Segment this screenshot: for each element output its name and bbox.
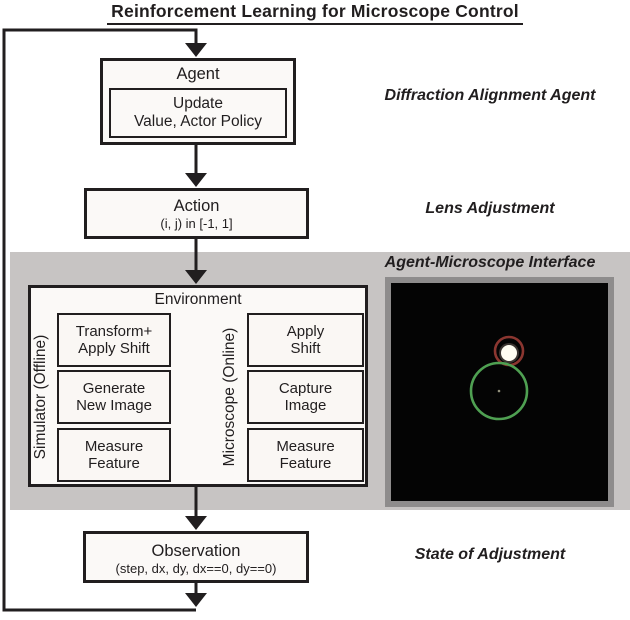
annotation-state-of-adjustment: State of Adjustment: [414, 546, 566, 563]
diffraction-image-frame: [385, 277, 614, 507]
observation-box-title: Observation: [151, 542, 241, 560]
environment-box-title: Environment: [154, 291, 242, 308]
step-line2: Image: [284, 397, 327, 414]
microscope-step-apply-shift: [247, 313, 364, 367]
step-line2: New Image: [76, 397, 152, 414]
arrowhead-into-action: [185, 173, 207, 187]
step-line1: Measure: [276, 437, 335, 455]
microscope-step-capture-image: [247, 370, 364, 424]
simulator-step-transform-apply-shift: [57, 313, 171, 367]
arrowhead-into-environment: [185, 270, 207, 284]
microscope-step-measure-feature: [247, 428, 364, 482]
step-line2: Apply Shift: [78, 340, 150, 357]
diffraction-image: [391, 283, 608, 501]
arrowhead-into-feedback-loop: [185, 593, 207, 607]
step-line1: Measure: [84, 437, 144, 455]
step-line2: Feature: [279, 455, 332, 472]
arrowhead-into-observation: [185, 516, 207, 530]
figure-title-text: Reinforcement Learning for Microscope Control: [107, 1, 523, 25]
annotation-diffraction-alignment-agent: Diffraction Alignment Agent: [384, 87, 596, 104]
step-line2: Feature: [88, 455, 140, 472]
annotation-agent-microscope-interface: Agent-Microscope Interface: [384, 254, 596, 271]
observation-box-subtitle: (step, dx, dy, dx==0, dy==0): [115, 561, 277, 576]
step-line1: Generate: [82, 379, 146, 397]
step-line2: Shift: [290, 340, 321, 357]
action-box: [84, 188, 309, 239]
center-dot: [498, 390, 501, 393]
agent-update-line2: Value, Actor Policy: [133, 113, 263, 130]
simulator-offline-label: Simulator (Offline): [32, 334, 49, 460]
agent-update-line1: Update: [173, 94, 223, 112]
simulator-step-measure-feature: [57, 428, 171, 482]
diffraction-pattern-graphic: [391, 283, 608, 501]
agent-box-title: Agent: [176, 65, 220, 83]
simulator-step-generate-new-image: [57, 370, 171, 424]
annotation-lens-adjustment: Lens Adjustment: [425, 200, 555, 217]
observation-box: [83, 531, 309, 583]
action-box-title: Action: [173, 197, 220, 215]
step-line1: Apply: [286, 322, 325, 340]
step-line1: Transform+: [75, 322, 153, 340]
step-line1: Capture: [278, 379, 333, 397]
agent-box: [100, 58, 296, 145]
action-box-subtitle: (i, j) in [-1, 1]: [160, 216, 233, 231]
arrowhead-into-agent: [185, 43, 207, 57]
agent-update-box: [109, 88, 287, 138]
beam-spot: [501, 345, 517, 361]
microscope-online-label: Microscope (Online): [221, 327, 238, 467]
